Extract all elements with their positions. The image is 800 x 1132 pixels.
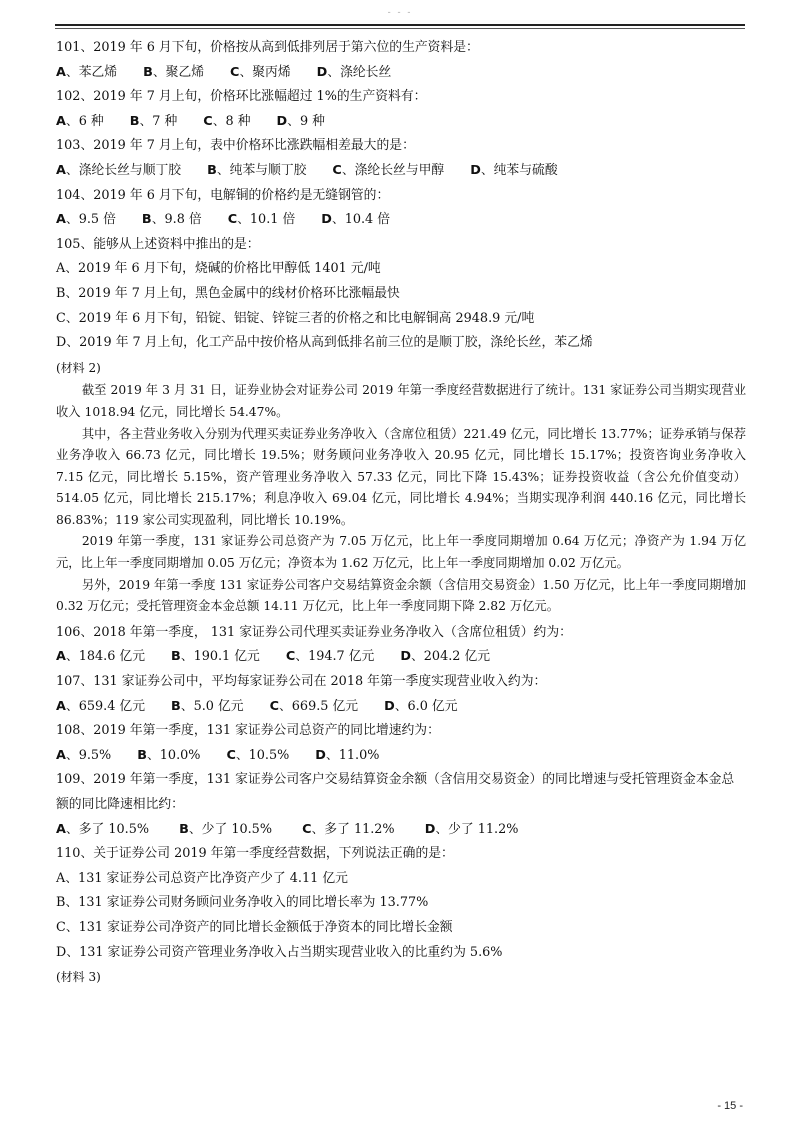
option-letter: C	[203, 113, 213, 129]
answer-option-a: A、131 家证券公司总资产比净资产少了 4.11 亿元	[56, 870, 348, 886]
question-stem: 107、131 家证券公司中，平均每家证券公司在 2018 年第一季度实现营业收入约为：	[56, 674, 547, 690]
option-text: 涤纶长丝与顺丁胶	[78, 162, 182, 178]
question-block-107	[56, 670, 746, 719]
option-letter: B	[171, 698, 181, 714]
question-block-106	[56, 621, 746, 670]
answer-option-b: B、纯苯与顺丁胶	[207, 162, 307, 178]
answer-option-d: D、少了 11.2%	[424, 821, 519, 837]
option-text: 7 种	[152, 113, 178, 129]
option-letter: A	[56, 113, 66, 129]
question-stem: 103、2019 年 7 月上旬，表中价格环比涨跌幅相差最大的是：	[56, 138, 415, 154]
answer-option-b: B、10.0%	[137, 747, 201, 763]
option-letter: C	[332, 162, 342, 178]
answer-option-c: C、2019 年 6 月下旬，铅锭、铝锭、锌锭三者的价格之和比电解铜高 2948.9 元/吨	[56, 310, 535, 326]
option-text: 纯苯与硫酸	[493, 162, 558, 178]
option-text: 10.1 倍	[249, 212, 296, 228]
header-rule-thin	[55, 28, 745, 29]
answer-option-b: B、9.8 倍	[141, 212, 202, 228]
question-block-103	[56, 134, 746, 183]
option-letter: D	[276, 113, 288, 129]
option-letter: A	[56, 649, 66, 665]
option-text: 9.5 倍	[78, 212, 116, 228]
question-stem: 101、2019 年 6 月下旬，价格按从高到低排列居于第六位的生产资料是：	[56, 40, 479, 55]
option-text: 9.8 倍	[164, 212, 202, 228]
answer-option-c: C、194.7 亿元	[285, 649, 375, 665]
question-stem: 110、关于证券公司 2019 年第一季度经营数据，下列说法正确的是：	[56, 846, 454, 862]
option-letter: D	[315, 747, 326, 763]
question-stem: 102、2019 年 7 月上旬，价格环比涨幅超过 1%的生产资料有：	[56, 89, 427, 105]
answer-option-c: C、10.1 倍	[227, 212, 296, 228]
answer-option-a: A、659.4 亿元	[56, 698, 145, 714]
answer-option-b: B、2019 年 7 月上旬，黑色金属中的线材价格环比涨幅最快	[56, 285, 400, 301]
answer-option-d: D、11.0%	[315, 747, 380, 763]
answer-options	[56, 818, 746, 843]
answer-option-d: D、10.4 倍	[321, 212, 391, 228]
answer-option-a: A、9.5 倍	[56, 212, 116, 228]
answer-option-a: A、多了 10.5%	[56, 821, 150, 837]
option-text: 659.4 亿元	[78, 698, 145, 714]
option-letter: D	[400, 649, 411, 665]
answer-options	[56, 159, 746, 184]
question-block-109	[56, 768, 746, 842]
question-block-110	[56, 842, 746, 965]
material-2-text	[56, 380, 746, 618]
answer-options	[56, 744, 746, 769]
option-text: 9 种	[299, 113, 325, 129]
material-paragraph: 2019 年第一季度，131 家证券公司总资产为 7.05 万亿元，比上年一季度同期增加 0.64 万亿元；净资产为 1.94 万亿元，比上年一季度同期增加 0.05 万亿元；净资本为 1.62 万亿元，比上年一季度同期增加 0.02 万亿元。	[56, 534, 746, 571]
option-text: 涤纶长丝与甲醇	[354, 162, 445, 178]
answer-option-c: C、669.5 亿元	[269, 698, 359, 714]
option-letter: C	[269, 698, 279, 714]
option-letter: D	[321, 212, 332, 228]
option-letter: B	[171, 649, 181, 665]
option-letter: A	[56, 162, 66, 178]
material-2-label: (材料 2)	[56, 360, 101, 375]
question-stem: 105、能够从上述资料中推出的是：	[56, 236, 260, 252]
answer-option-d: D、涤纶长丝	[316, 64, 392, 80]
answer-option-d: D、6.0 亿元	[384, 698, 458, 714]
option-text: 194.7 亿元	[308, 649, 375, 665]
question-stem: 106、2018 年第一季度， 131 家证券公司代理买卖证券业务净收入（含席位租赁）约为：	[56, 624, 572, 640]
option-letter: C	[285, 649, 296, 665]
question-block-104	[56, 184, 746, 233]
answer-option-c: C、多了 11.2%	[302, 821, 395, 837]
option-text: 10.5%	[248, 747, 290, 763]
option-letter: B	[141, 212, 152, 228]
answer-option-b: B、131 家证券公司财务顾问业务净收入的同比增长率为 13.77%	[56, 895, 429, 911]
option-text: 聚丙烯	[252, 64, 291, 80]
option-text: 聚乙烯	[165, 64, 205, 80]
option-text: 204.2 亿元	[423, 649, 491, 665]
answer-option-b: B、少了 10.5%	[179, 821, 272, 837]
question-block-101	[56, 36, 746, 85]
page-number: - 15 -	[717, 1100, 743, 1112]
question-stem: 104、2019 年 6 月下旬，电解铜的价格约是无缝钢管的：	[56, 187, 390, 203]
question-group-a	[56, 36, 746, 233]
question-block-108	[56, 719, 746, 768]
option-letter: C	[227, 212, 238, 228]
option-letter: B	[143, 64, 153, 80]
question-block-105	[56, 233, 746, 356]
answer-options	[56, 61, 746, 86]
option-text: 184.6 亿元	[78, 649, 145, 665]
page-content	[56, 36, 746, 990]
option-letter: D	[316, 64, 328, 80]
option-letter: C	[230, 64, 240, 80]
option-letter: A	[56, 212, 66, 228]
answer-option-b: B、聚乙烯	[143, 64, 205, 80]
option-letter: D	[384, 698, 395, 714]
option-text: 苯乙烯	[78, 64, 118, 80]
answer-option-a: A、苯乙烯	[56, 64, 118, 80]
answer-option-a: A、184.6 亿元	[56, 649, 145, 665]
answer-option-c: C、8 种	[203, 113, 251, 129]
header-rule	[55, 24, 745, 26]
answer-option-c: C、聚丙烯	[230, 64, 291, 80]
material-paragraph: 截至 2019 年 3 月 31 日，证券业协会对证券公司 2019 年第一季度经营数据进行了统计。131 家证券公司当期实现营业收入 1018.94 亿元，同比增长 54.47%。	[56, 383, 746, 419]
option-text: 6.0 亿元	[407, 698, 458, 714]
option-text: 涤纶长丝	[340, 64, 392, 80]
answer-options	[56, 645, 746, 670]
option-letter: A	[56, 698, 66, 714]
option-text: 10.4 倍	[344, 212, 391, 228]
option-text: 8 种	[225, 113, 251, 129]
option-letter: C	[226, 747, 236, 763]
answer-option-d: D、204.2 亿元	[400, 649, 491, 665]
answer-option-a: A、2019 年 6 月下旬，烧碱的价格比甲醇低 1401 元/吨	[56, 261, 381, 277]
material-paragraph: 另外，2019 年第一季度 131 家证券公司客户交易结算资金余额（含信用交易资金）1.50 万亿元，比上年一季度同期增加 0.32 万亿元；受托管理资金本金总额 14.11 万亿元，比上年一季度同期下降 2.82 万亿元。	[56, 577, 746, 614]
answer-options	[56, 695, 746, 720]
option-letter: D	[470, 162, 481, 178]
answer-option-d: D、131 家证券公司资产管理业务净收入占当期实现营业收入的比重约为 5.6%	[56, 944, 503, 960]
answer-options	[56, 208, 746, 233]
option-text: 10.0%	[159, 747, 201, 763]
header-mark: - - -	[387, 8, 413, 18]
option-text: 5.0 亿元	[193, 698, 244, 714]
option-letter: A	[56, 64, 66, 80]
question-block-102	[56, 85, 746, 134]
answer-option-a: A、6 种	[56, 113, 104, 129]
answer-option-b: B、190.1 亿元	[171, 649, 260, 665]
option-text: 11.0%	[338, 747, 380, 763]
answer-option-c: C、涤纶长丝与甲醇	[332, 162, 445, 178]
option-text: 669.5 亿元	[291, 698, 359, 714]
answer-option-a: A、9.5%	[56, 747, 112, 763]
option-text: 9.5%	[78, 747, 112, 763]
answer-option-b: B、5.0 亿元	[171, 698, 244, 714]
option-letter: B	[137, 747, 147, 763]
option-text: 190.1 亿元	[193, 649, 260, 665]
question-stem: 108、2019 年第一季度，131 家证券公司总资产的同比增速约为：	[56, 723, 440, 739]
option-text: 纯苯与顺丁胶	[229, 162, 307, 178]
answer-option-b: B、7 种	[129, 113, 178, 129]
material-paragraph: 其中，各主营业务收入分别为代理买卖证券业务净收入（含席位租赁）221.49 亿元，同比增长 13.77%；证券承销与保荐业务净收入 66.73 亿元，同比增长 19.5%；财务顾问业务净收入 20.95 亿元，同比增长 15.17%；投资咨询业务净收入 7.15 亿元，同比增长 5.15%，资产管理业务净收入 57.33 亿元，同比下降 15.43%；证券投资收益（含公允价值变动）514.05 亿元，同比增长 215.17%；利息净收入 69.04 亿元，同比增长 4.94%；当期实现净利润 440.16 亿元，同比增长 86.83%；119 家公司实现盈利，同比增长 10.19%。	[56, 426, 746, 527]
option-text: 6 种	[78, 113, 104, 129]
answer-option-d: D、9 种	[276, 113, 325, 129]
answer-option-a: A、涤纶长丝与顺丁胶	[56, 162, 182, 178]
option-letter: B	[129, 113, 140, 129]
option-letter: B	[207, 162, 217, 178]
question-stem: 109、2019 年第一季度，131 家证券公司客户交易结算资金余额（含信用交易资金）的同比增速与受托管理资金本金总额的同比降速相比约：	[56, 772, 735, 812]
answer-option-d: D、纯苯与硫酸	[470, 162, 558, 178]
answer-option-d: D、2019 年 7 月上旬，化工产品中按价格从高到低排名前三位的是顺丁胶，涤纶长丝，苯乙烯	[56, 335, 593, 351]
question-group-b	[56, 621, 746, 769]
answer-option-c: C、10.5%	[226, 747, 290, 763]
answer-options	[56, 110, 746, 135]
option-letter: A	[56, 747, 66, 763]
answer-option-c: C、131 家证券公司净资产的同比增长金额低于净资本的同比增长金额	[56, 919, 453, 935]
material-3-label: (材料 3)	[56, 970, 101, 985]
